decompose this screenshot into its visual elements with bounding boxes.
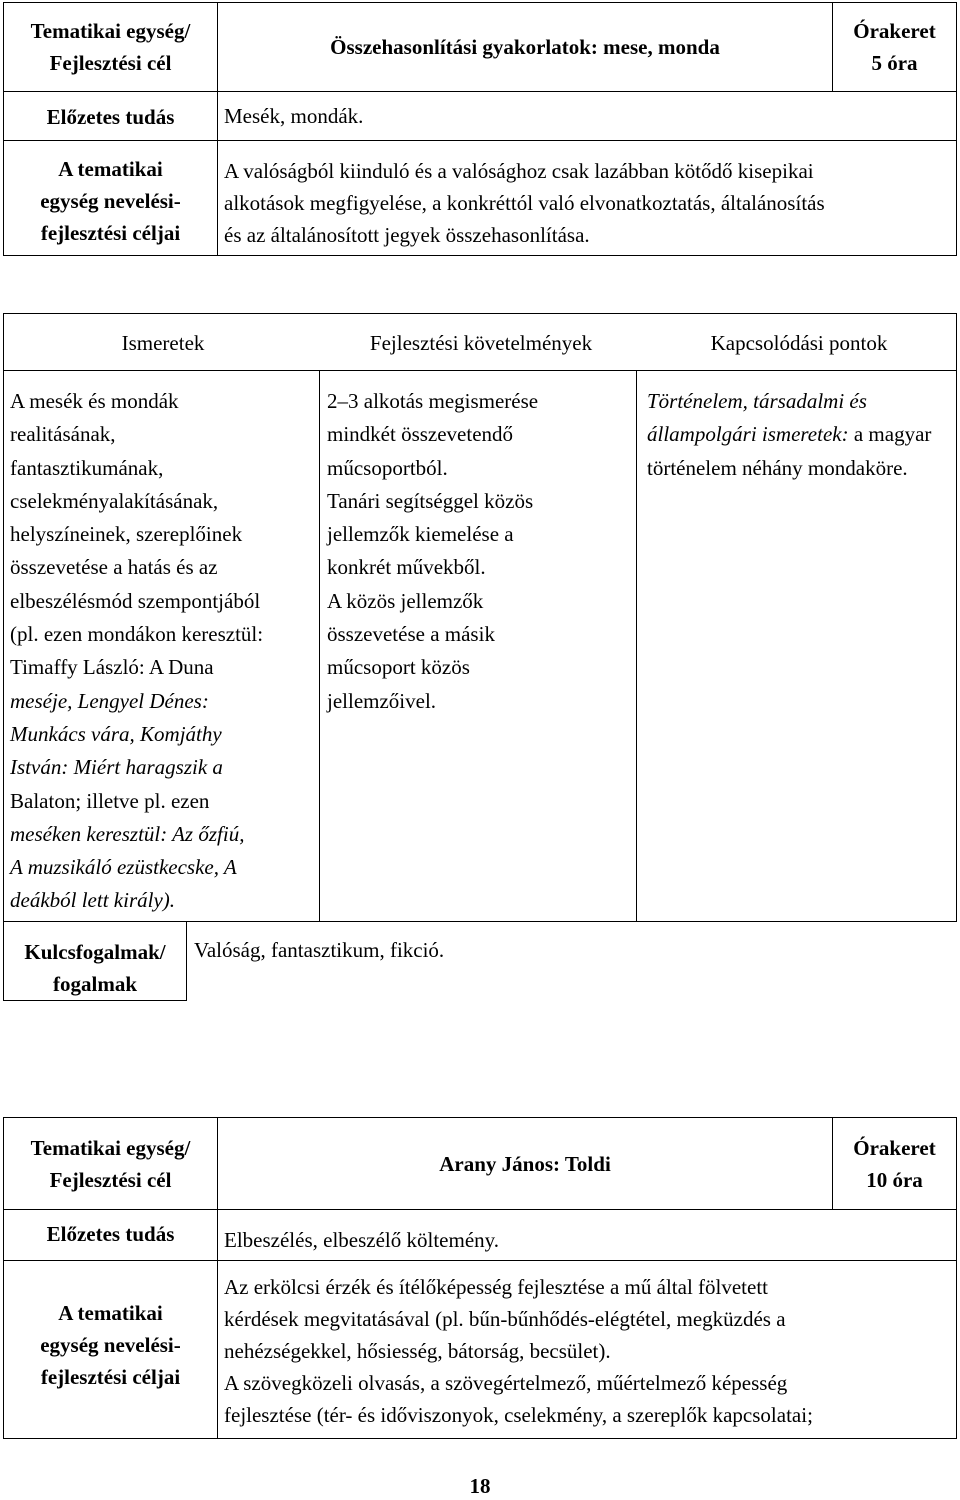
- goals-line: A szövegközeli olvasás, a szövegértelmező, műértelmező képesség: [224, 1371, 788, 1395]
- requirements-line: jellemzők kiemelése a: [327, 522, 514, 547]
- key-label-line: Kulcsfogalmak/: [24, 940, 166, 964]
- goals-label-line: fejlesztési céljai: [40, 221, 181, 245]
- goals-line: nehézségekkel, hősiesség, bátorság, becsület).: [224, 1339, 611, 1363]
- table1-head-left-label: [4, 15, 217, 79]
- knowledge-line-italic: Munkács vára, Komjáthy: [10, 721, 222, 746]
- head-left-line: Tematikai egység/: [30, 1136, 191, 1160]
- table1-head-left-cell: [3, 2, 218, 92]
- col-header-knowledge: Ismeretek: [121, 331, 205, 355]
- goals-line: Az erkölcsi érzék és ítélőképesség fejlesztése a mű által fölvetett: [224, 1275, 769, 1299]
- table1-goals-label: [4, 153, 217, 249]
- knowledge-line: [10, 685, 263, 718]
- goals-line: A valóságból kiinduló és a valósághoz csak lazábban kötődő kisepikai: [224, 159, 814, 183]
- head-left-line: Fejlesztési cél: [49, 1168, 172, 1192]
- requirements-line: Tanári segítséggel közös: [327, 488, 534, 513]
- knowledge-line-italic: István: Miért haragszik a: [10, 755, 223, 780]
- goals-line: alkotások megfigyelése, a konkréttól való elvonatkoztatás, általánosítás: [224, 191, 825, 215]
- knowledge-line: helyszíneinek, szereplőinek: [10, 522, 243, 547]
- table1-title-cell: [217, 2, 833, 92]
- table3-goals-text: [224, 1271, 813, 1431]
- table3-prior-value: Elbeszélés, elbeszélő költemény.: [224, 1228, 500, 1252]
- table1-head-right-label: [833, 15, 956, 79]
- connections-subject: Történelem, társadalmi és állampolgári ismeretek:: [647, 389, 867, 447]
- goals-label-line: A tematikai: [58, 1301, 163, 1325]
- knowledge-line: Timaffy László: A Duna: [10, 655, 214, 680]
- table3-goals-label: [4, 1297, 217, 1393]
- table1-prior-label: Előzetes tudás: [46, 105, 175, 129]
- head-right-line: Órakeret: [853, 1136, 936, 1160]
- table1-prior-label-cell: [3, 91, 218, 141]
- table3-head-right-label: [833, 1132, 956, 1196]
- knowledge-line: [10, 718, 263, 751]
- page-number: 18: [469, 1474, 491, 1498]
- table3-prior-label: Előzetes tudás: [46, 1222, 175, 1246]
- head-right-line: Órakeret: [853, 19, 936, 43]
- knowledge-line: realitásának,: [10, 422, 116, 447]
- connections-text: [647, 385, 937, 485]
- table3-goals-value-cell: [217, 1260, 957, 1439]
- knowledge-line: [10, 751, 263, 784]
- knowledge-line: Balaton; illetve pl. ezen: [10, 788, 210, 813]
- table2-knowledge-cell: [3, 370, 320, 922]
- knowledge-line-italic: meséje, Lengyel Dénes:: [10, 688, 209, 713]
- goals-line: fejlesztése (tér- és időviszonyok, cselekmény, a szereplők kapcsolatai;: [224, 1403, 813, 1427]
- table2-connections-cell: [636, 370, 957, 922]
- knowledge-line-italic: meséken keresztül: Az őzfiú,: [10, 821, 245, 846]
- knowledge-line: A mesék és mondák: [10, 389, 179, 413]
- goals-label-line: A tematikai: [58, 157, 163, 181]
- table1-goals-text: [224, 155, 825, 251]
- requirements-line: 2–3 alkotás megismerése: [327, 389, 539, 413]
- requirements-line: összevetése a másik: [327, 622, 495, 647]
- table1-prior-value-cell: [217, 91, 957, 141]
- head-left-line: Tematikai egység/: [30, 19, 191, 43]
- goals-label-line: fejlesztési céljai: [40, 1365, 181, 1389]
- table3-head-left-label: [4, 1132, 217, 1196]
- requirements-line: konkrét művekből.: [327, 555, 486, 580]
- requirements-line: műcsoportból.: [327, 455, 448, 480]
- key-value: Valóság, fantasztikum, fikció.: [194, 938, 445, 962]
- requirements-text: [327, 385, 538, 718]
- key-value-area: [186, 921, 957, 1001]
- head-left-line: Fejlesztési cél: [49, 51, 172, 75]
- knowledge-line-italic: deákból lett király).: [10, 888, 176, 913]
- requirements-line: A közös jellemzők: [327, 588, 484, 613]
- table3-title: Arany János: Toldi: [439, 1152, 611, 1176]
- knowledge-line: cselekményalakításának,: [10, 488, 219, 513]
- key-label-line: fogalmak: [53, 972, 137, 996]
- requirements-line: mindkét összevetendő: [327, 422, 514, 447]
- knowledge-line: [10, 818, 263, 851]
- requirements-line: jellemzőivel.: [327, 688, 437, 713]
- knowledge-line: fantasztikumának,: [10, 455, 164, 480]
- knowledge-line: összevetése a hatás és az: [10, 555, 218, 580]
- knowledge-line: [10, 851, 263, 884]
- table1-prior-value: Mesék, mondák.: [224, 104, 364, 128]
- head-right-line: 10 óra: [866, 1168, 923, 1192]
- goals-label-line: egység nevelési-: [40, 1333, 181, 1357]
- table3-prior-value-cell: [217, 1209, 957, 1261]
- key-label: [4, 936, 186, 1000]
- knowledge-line: [10, 884, 263, 917]
- table1-goals-label-cell: [3, 140, 218, 256]
- knowledge-line: (pl. ezen mondákon keresztül:: [10, 622, 264, 647]
- table3-head-right-cell: [832, 1117, 957, 1210]
- knowledge-text: [10, 385, 263, 918]
- connections-rest: a magyar történelem néhány mondaköre.: [647, 422, 932, 480]
- goals-line: és az általánosított jegyek összehasonlítása.: [224, 223, 590, 247]
- head-right-line: 5 óra: [871, 51, 918, 75]
- col-header-requirements: Fejlesztési követelmények: [369, 331, 593, 355]
- table1-title: Összehasonlítási gyakorlatok: mese, monda: [330, 35, 720, 59]
- table3-title-cell: [217, 1117, 833, 1210]
- table3-prior-label-cell: [3, 1209, 218, 1261]
- knowledge-line: elbeszélésmód szempontjából: [10, 588, 261, 613]
- table2-key-label-cell: [3, 921, 187, 1001]
- goals-line: kérdések megvitatásával (pl. bűn-bűnhődés-elégtétel, megküzdés a: [224, 1307, 786, 1331]
- table3-head-left-cell: [3, 1117, 218, 1210]
- goals-label-line: egység nevelési-: [40, 189, 181, 213]
- table3-goals-label-cell: [3, 1260, 218, 1439]
- table1-goals-value-cell: [217, 140, 957, 256]
- table1-head-right-cell: [832, 2, 957, 92]
- col-header-connections: Kapcsolódási pontok: [710, 331, 888, 355]
- knowledge-line-italic: A muzsikáló ezüstkecske, A: [10, 855, 237, 880]
- table2-header-row: [3, 313, 957, 371]
- requirements-line: műcsoport közös: [327, 655, 470, 680]
- table2-requirements-cell: [319, 370, 637, 922]
